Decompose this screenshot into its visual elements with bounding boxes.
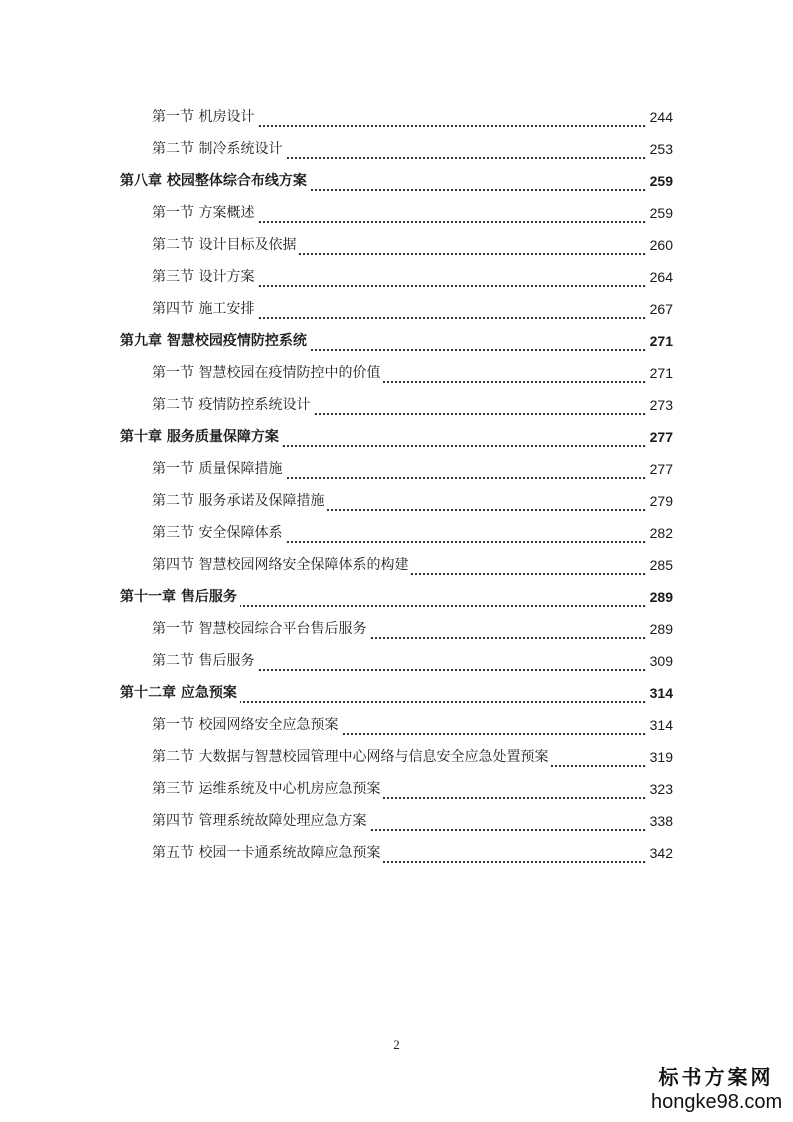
toc-entry-title: 第二节 疫情防控系统设计 — [152, 393, 313, 417]
toc-entry-page-number: 282 — [647, 521, 673, 545]
toc-entry-title: 第三节 运维系统及中心机房应急预案 — [152, 777, 383, 801]
toc-entry-page-number: 309 — [647, 649, 673, 673]
toc-entry-page-number: 260 — [647, 233, 673, 257]
toc-entry-title: 第一节 方案概述 — [152, 201, 257, 225]
watermark-url: hongke98.com — [651, 1091, 783, 1113]
toc-entry-page-number: 277 — [647, 425, 673, 449]
toc-entry-page-number: 264 — [647, 265, 673, 289]
toc-entry-title: 第一节 校园网络安全应急预案 — [152, 713, 341, 737]
toc-section-entry[interactable] — [0, 649, 793, 673]
toc-entry-page-number: 259 — [647, 169, 673, 193]
toc-entry-page-number: 314 — [647, 681, 673, 705]
toc-section-entry[interactable] — [0, 201, 793, 225]
toc-entry-page-number: 277 — [647, 457, 673, 481]
toc-section-entry[interactable] — [0, 745, 793, 769]
toc-section-entry[interactable] — [0, 777, 793, 801]
toc-entry-page-number: 289 — [647, 585, 673, 609]
toc-entry-title: 第四节 管理系统故障处理应急方案 — [152, 809, 369, 833]
watermark-logo — [651, 1064, 781, 1114]
dot-leader — [200, 585, 665, 607]
toc-entry-title: 第四节 智慧校园网络安全保障体系的构建 — [152, 553, 411, 577]
toc-section-entry[interactable] — [0, 553, 793, 577]
toc-entry-page-number: 267 — [647, 297, 673, 321]
toc-section-entry[interactable] — [0, 297, 793, 321]
dot-leader — [200, 297, 665, 319]
toc-entry-title: 第十一章 售后服务 — [120, 585, 240, 609]
toc-section-entry[interactable] — [0, 521, 793, 545]
toc-section-entry[interactable] — [0, 713, 793, 737]
toc-chapter-entry[interactable] — [0, 681, 793, 705]
toc-section-entry[interactable] — [0, 809, 793, 833]
toc-entry-title: 第十二章 应急预案 — [120, 681, 240, 705]
dot-leader — [200, 201, 665, 223]
toc-entry-page-number: 273 — [647, 393, 673, 417]
toc-entry-page-number: 271 — [647, 329, 673, 353]
toc-chapter-entry[interactable] — [0, 585, 793, 609]
toc-entry-title: 第三节 设计方案 — [152, 265, 257, 289]
dot-leader — [200, 649, 665, 671]
toc-entry-page-number: 259 — [647, 201, 673, 225]
toc-entry-page-number: 319 — [647, 745, 673, 769]
toc-entry-title: 第十章 服务质量保障方案 — [120, 425, 282, 449]
toc-section-entry[interactable] — [0, 105, 793, 129]
toc-entry-title: 第一节 机房设计 — [152, 105, 257, 129]
toc-entry-title: 第三节 安全保障体系 — [152, 521, 285, 545]
toc-entry-page-number: 289 — [647, 617, 673, 641]
toc-entry-title: 第一节 智慧校园在疫情防控中的价值 — [152, 361, 383, 385]
toc-section-entry[interactable] — [0, 393, 793, 417]
toc-entry-page-number: 314 — [647, 713, 673, 737]
toc-entry-page-number: 279 — [647, 489, 673, 513]
toc-entry-page-number: 338 — [647, 809, 673, 833]
toc-entry-page-number: 285 — [647, 553, 673, 577]
toc-chapter-entry[interactable] — [0, 169, 793, 193]
toc-entry-title: 第一节 智慧校园综合平台售后服务 — [152, 617, 369, 641]
toc-entry-title: 第二节 售后服务 — [152, 649, 257, 673]
toc-section-entry[interactable] — [0, 265, 793, 289]
toc-entry-title: 第九章 智慧校园疫情防控系统 — [120, 329, 310, 353]
dot-leader — [200, 105, 665, 127]
page-number: 2 — [393, 1037, 400, 1052]
toc-entry-page-number: 323 — [647, 777, 673, 801]
watermark-name: 标书方案网 — [658, 1065, 774, 1089]
toc-chapter-entry[interactable] — [0, 425, 793, 449]
dot-leader — [200, 681, 665, 703]
toc-entry-page-number: 244 — [647, 105, 673, 129]
dot-leader — [200, 265, 665, 287]
toc-entry-title: 第四节 施工安排 — [152, 297, 257, 321]
toc-section-entry[interactable] — [0, 233, 793, 257]
toc-section-entry[interactable] — [0, 489, 793, 513]
toc-section-entry[interactable] — [0, 617, 793, 641]
toc-entry-title: 第八章 校园整体综合布线方案 — [120, 169, 310, 193]
toc-entry-title: 第一节 质量保障措施 — [152, 457, 285, 481]
toc-entry-page-number: 253 — [647, 137, 673, 161]
toc-chapter-entry[interactable] — [0, 329, 793, 353]
toc-entry-title: 第二节 大数据与智慧校园管理中心网络与信息安全应急处置预案 — [152, 745, 551, 769]
toc-entry-title: 第五节 校园一卡通系统故障应急预案 — [152, 841, 383, 865]
toc-section-entry[interactable] — [0, 841, 793, 865]
toc-entry-page-number: 342 — [647, 841, 673, 865]
toc-entry-title: 第二节 设计目标及依据 — [152, 233, 299, 257]
toc-section-entry[interactable] — [0, 137, 793, 161]
toc-entry-page-number: 271 — [647, 361, 673, 385]
toc-section-entry[interactable] — [0, 361, 793, 385]
toc-section-entry[interactable] — [0, 457, 793, 481]
toc-entry-title: 第二节 服务承诺及保障措施 — [152, 489, 327, 513]
toc-entry-title: 第二节 制冷系统设计 — [152, 137, 285, 161]
